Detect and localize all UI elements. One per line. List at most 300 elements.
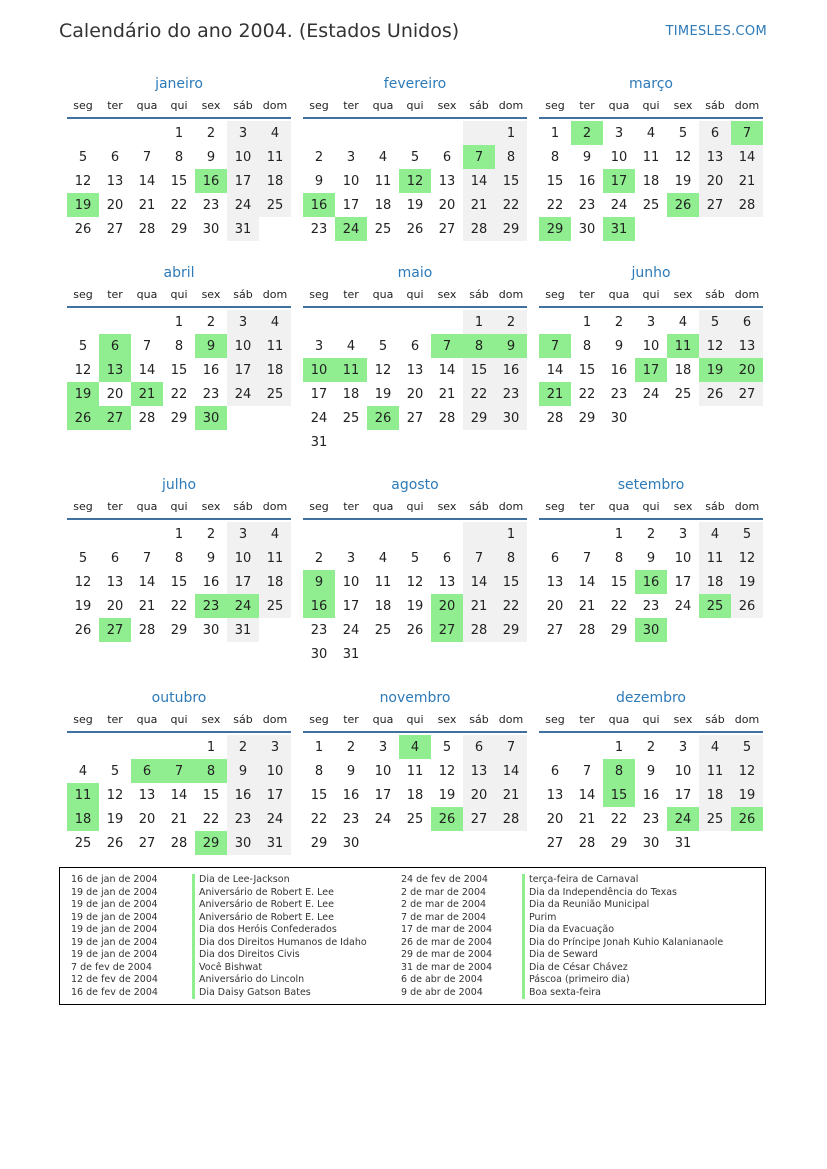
day-cell[interactable]: 10 xyxy=(342,173,360,189)
day-cell[interactable]: 27 xyxy=(406,410,424,426)
day-cell[interactable]: 27 xyxy=(546,835,564,851)
day-cell[interactable]: 4 xyxy=(259,121,291,145)
day-cell[interactable]: 31 xyxy=(259,831,291,855)
day-cell[interactable]: 23 xyxy=(202,386,220,402)
day-cell[interactable]: 3 xyxy=(346,149,356,165)
day-cell[interactable]: 10 xyxy=(374,763,392,779)
day-cell[interactable]: 28 xyxy=(546,410,564,426)
day-cell[interactable]: 16 xyxy=(578,173,596,189)
day-cell[interactable]: 28 xyxy=(495,807,527,831)
day-cell[interactable]: 18 xyxy=(374,598,392,614)
day-cell[interactable]: 15 xyxy=(170,574,188,590)
day-cell[interactable]: 4 xyxy=(259,522,291,546)
day-cell[interactable]: 15 xyxy=(310,787,328,803)
day-cell[interactable]: 6 xyxy=(110,550,120,566)
day-cell[interactable]: 22 xyxy=(310,811,328,827)
day-cell[interactable]: 18 xyxy=(674,362,692,378)
day-cell[interactable]: 17 xyxy=(227,169,259,193)
day-cell[interactable]: 23 xyxy=(642,598,660,614)
day-cell[interactable]: 10 xyxy=(642,338,660,354)
day-cell[interactable]: 25 xyxy=(342,410,360,426)
day-cell[interactable]: 24 xyxy=(374,811,392,827)
holiday-day-cell[interactable]: 30 xyxy=(635,618,667,642)
day-cell[interactable]: 27 xyxy=(463,807,495,831)
day-cell[interactable]: 5 xyxy=(78,550,88,566)
holiday-day-cell[interactable]: 6 xyxy=(131,759,163,783)
holiday-day-cell[interactable]: 15 xyxy=(603,783,635,807)
day-cell[interactable]: 29 xyxy=(170,410,188,426)
holiday-day-cell[interactable]: 9 xyxy=(303,570,335,594)
day-cell[interactable]: 26 xyxy=(74,221,92,237)
day-cell[interactable]: 24 xyxy=(227,382,259,406)
day-cell[interactable]: 18 xyxy=(259,570,291,594)
day-cell[interactable]: 8 xyxy=(174,550,184,566)
day-cell[interactable]: 30 xyxy=(642,835,660,851)
day-cell[interactable]: 25 xyxy=(259,382,291,406)
day-cell[interactable]: 26 xyxy=(406,622,424,638)
holiday-day-cell[interactable]: 24 xyxy=(667,807,699,831)
day-cell[interactable]: 31 xyxy=(227,217,259,241)
day-cell[interactable]: 19 xyxy=(106,811,124,827)
day-cell[interactable]: 27 xyxy=(731,382,763,406)
holiday-day-cell[interactable]: 21 xyxy=(131,382,163,406)
day-cell[interactable]: 31 xyxy=(674,835,692,851)
holiday-day-cell[interactable]: 26 xyxy=(667,193,699,217)
day-cell[interactable]: 1 xyxy=(614,526,624,542)
holiday-day-cell[interactable]: 7 xyxy=(539,334,571,358)
holiday-day-cell[interactable]: 19 xyxy=(699,358,731,382)
day-cell[interactable]: 29 xyxy=(463,406,495,430)
day-cell[interactable]: 25 xyxy=(642,197,660,213)
day-cell[interactable]: 18 xyxy=(342,386,360,402)
day-cell[interactable]: 27 xyxy=(699,193,731,217)
day-cell[interactable]: 12 xyxy=(74,362,92,378)
day-cell[interactable]: 3 xyxy=(259,735,291,759)
day-cell[interactable]: 6 xyxy=(731,310,763,334)
day-cell[interactable]: 30 xyxy=(202,622,220,638)
day-cell[interactable]: 14 xyxy=(438,362,456,378)
day-cell[interactable]: 30 xyxy=(495,406,527,430)
day-cell[interactable]: 15 xyxy=(202,787,220,803)
brand-logo[interactable]: TIMESLES.COM xyxy=(665,24,767,39)
holiday-day-cell[interactable]: 2 xyxy=(571,121,603,145)
holiday-day-cell[interactable]: 26 xyxy=(367,406,399,430)
day-cell[interactable]: 15 xyxy=(495,169,527,193)
day-cell[interactable]: 19 xyxy=(731,783,763,807)
day-cell[interactable]: 20 xyxy=(546,598,564,614)
holiday-day-cell[interactable]: 20 xyxy=(431,594,463,618)
day-cell[interactable]: 5 xyxy=(442,739,452,755)
day-cell[interactable]: 8 xyxy=(174,338,184,354)
day-cell[interactable]: 23 xyxy=(227,807,259,831)
day-cell[interactable]: 13 xyxy=(463,759,495,783)
day-cell[interactable]: 12 xyxy=(374,362,392,378)
day-cell[interactable]: 24 xyxy=(674,598,692,614)
day-cell[interactable]: 14 xyxy=(731,145,763,169)
day-cell[interactable]: 13 xyxy=(546,787,564,803)
holiday-day-cell[interactable]: 27 xyxy=(431,618,463,642)
holiday-day-cell[interactable]: 27 xyxy=(99,406,131,430)
day-cell[interactable]: 29 xyxy=(170,221,188,237)
day-cell[interactable]: 4 xyxy=(259,310,291,334)
day-cell[interactable]: 15 xyxy=(546,173,564,189)
day-cell[interactable]: 14 xyxy=(463,169,495,193)
holiday-day-cell[interactable]: 7 xyxy=(731,121,763,145)
day-cell[interactable]: 10 xyxy=(259,759,291,783)
day-cell[interactable]: 13 xyxy=(546,574,564,590)
day-cell[interactable]: 17 xyxy=(227,570,259,594)
day-cell[interactable]: 1 xyxy=(614,739,624,755)
day-cell[interactable]: 23 xyxy=(642,811,660,827)
day-cell[interactable]: 7 xyxy=(142,550,152,566)
day-cell[interactable]: 12 xyxy=(106,787,124,803)
day-cell[interactable]: 14 xyxy=(495,759,527,783)
day-cell[interactable]: 17 xyxy=(310,386,328,402)
day-cell[interactable]: 14 xyxy=(138,173,156,189)
holiday-day-cell[interactable]: 11 xyxy=(335,358,367,382)
day-cell[interactable]: 19 xyxy=(406,197,424,213)
day-cell[interactable]: 2 xyxy=(614,314,624,330)
day-cell[interactable]: 1 xyxy=(314,739,324,755)
day-cell[interactable]: 5 xyxy=(78,149,88,165)
day-cell[interactable]: 14 xyxy=(138,362,156,378)
day-cell[interactable]: 17 xyxy=(674,574,692,590)
day-cell[interactable]: 8 xyxy=(614,550,624,566)
day-cell[interactable]: 11 xyxy=(406,763,424,779)
day-cell[interactable]: 11 xyxy=(699,546,731,570)
day-cell[interactable]: 6 xyxy=(410,338,420,354)
day-cell[interactable]: 6 xyxy=(442,550,452,566)
day-cell[interactable]: 4 xyxy=(346,338,356,354)
day-cell[interactable]: 25 xyxy=(406,811,424,827)
day-cell[interactable]: 5 xyxy=(699,310,731,334)
day-cell[interactable]: 28 xyxy=(463,618,495,642)
holiday-day-cell[interactable]: 17 xyxy=(603,169,635,193)
day-cell[interactable]: 24 xyxy=(342,622,360,638)
day-cell[interactable]: 5 xyxy=(378,338,388,354)
holiday-day-cell[interactable]: 16 xyxy=(303,594,335,618)
day-cell[interactable]: 17 xyxy=(342,598,360,614)
day-cell[interactable]: 27 xyxy=(546,622,564,638)
day-cell[interactable]: 19 xyxy=(674,173,692,189)
day-cell[interactable]: 16 xyxy=(610,362,628,378)
day-cell[interactable]: 21 xyxy=(463,594,495,618)
day-cell[interactable]: 3 xyxy=(227,522,259,546)
day-cell[interactable]: 22 xyxy=(170,197,188,213)
day-cell[interactable]: 22 xyxy=(610,811,628,827)
day-cell[interactable]: 26 xyxy=(731,594,763,618)
day-cell[interactable]: 19 xyxy=(74,598,92,614)
day-cell[interactable]: 3 xyxy=(314,338,324,354)
day-cell[interactable]: 17 xyxy=(259,783,291,807)
holiday-day-cell[interactable]: 13 xyxy=(99,358,131,382)
day-cell[interactable]: 22 xyxy=(495,193,527,217)
day-cell[interactable]: 5 xyxy=(410,149,420,165)
day-cell[interactable]: 8 xyxy=(174,149,184,165)
day-cell[interactable]: 17 xyxy=(227,358,259,382)
day-cell[interactable]: 12 xyxy=(74,574,92,590)
day-cell[interactable]: 23 xyxy=(610,386,628,402)
day-cell[interactable]: 20 xyxy=(106,598,124,614)
day-cell[interactable]: 25 xyxy=(699,807,731,831)
day-cell[interactable]: 29 xyxy=(170,622,188,638)
holiday-day-cell[interactable]: 26 xyxy=(431,807,463,831)
day-cell[interactable]: 1 xyxy=(582,314,592,330)
day-cell[interactable]: 6 xyxy=(463,735,495,759)
day-cell[interactable]: 12 xyxy=(674,149,692,165)
day-cell[interactable]: 6 xyxy=(110,149,120,165)
holiday-day-cell[interactable]: 9 xyxy=(195,334,227,358)
day-cell[interactable]: 10 xyxy=(227,145,259,169)
day-cell[interactable]: 29 xyxy=(495,618,527,642)
day-cell[interactable]: 17 xyxy=(374,787,392,803)
day-cell[interactable]: 10 xyxy=(674,550,692,566)
holiday-day-cell[interactable]: 25 xyxy=(699,594,731,618)
day-cell[interactable]: 11 xyxy=(642,149,660,165)
day-cell[interactable]: 15 xyxy=(170,362,188,378)
day-cell[interactable]: 3 xyxy=(378,739,388,755)
holiday-day-cell[interactable]: 10 xyxy=(303,358,335,382)
day-cell[interactable]: 16 xyxy=(202,574,220,590)
day-cell[interactable]: 9 xyxy=(582,149,592,165)
day-cell[interactable]: 15 xyxy=(495,570,527,594)
day-cell[interactable]: 2 xyxy=(314,550,324,566)
day-cell[interactable]: 15 xyxy=(463,358,495,382)
day-cell[interactable]: 19 xyxy=(731,570,763,594)
day-cell[interactable]: 8 xyxy=(550,149,560,165)
day-cell[interactable]: 23 xyxy=(495,382,527,406)
holiday-day-cell[interactable]: 7 xyxy=(431,334,463,358)
day-cell[interactable]: 8 xyxy=(582,338,592,354)
day-cell[interactable]: 7 xyxy=(582,550,592,566)
day-cell[interactable]: 19 xyxy=(438,787,456,803)
holiday-day-cell[interactable]: 19 xyxy=(67,193,99,217)
day-cell[interactable]: 25 xyxy=(259,594,291,618)
day-cell[interactable]: 29 xyxy=(610,622,628,638)
day-cell[interactable]: 6 xyxy=(550,550,560,566)
holiday-day-cell[interactable]: 18 xyxy=(67,807,99,831)
day-cell[interactable]: 7 xyxy=(495,735,527,759)
day-cell[interactable]: 21 xyxy=(138,197,156,213)
day-cell[interactable]: 21 xyxy=(463,193,495,217)
day-cell[interactable]: 26 xyxy=(74,622,92,638)
holiday-day-cell[interactable]: 27 xyxy=(99,618,131,642)
day-cell[interactable]: 20 xyxy=(463,783,495,807)
day-cell[interactable]: 24 xyxy=(227,193,259,217)
day-cell[interactable]: 21 xyxy=(138,598,156,614)
day-cell[interactable]: 9 xyxy=(206,149,216,165)
day-cell[interactable]: 11 xyxy=(374,173,392,189)
day-cell[interactable]: 20 xyxy=(438,197,456,213)
day-cell[interactable]: 13 xyxy=(138,787,156,803)
day-cell[interactable]: 13 xyxy=(438,574,456,590)
day-cell[interactable]: 22 xyxy=(578,386,596,402)
day-cell[interactable]: 22 xyxy=(546,197,564,213)
day-cell[interactable]: 26 xyxy=(406,221,424,237)
day-cell[interactable]: 9 xyxy=(646,550,656,566)
day-cell[interactable]: 8 xyxy=(495,145,527,169)
holiday-day-cell[interactable]: 6 xyxy=(99,334,131,358)
day-cell[interactable]: 1 xyxy=(495,121,527,145)
day-cell[interactable]: 15 xyxy=(170,173,188,189)
day-cell[interactable]: 2 xyxy=(346,739,356,755)
holiday-day-cell[interactable]: 26 xyxy=(67,406,99,430)
day-cell[interactable]: 31 xyxy=(227,618,259,642)
day-cell[interactable]: 13 xyxy=(699,145,731,169)
day-cell[interactable]: 1 xyxy=(463,310,495,334)
day-cell[interactable]: 21 xyxy=(495,783,527,807)
day-cell[interactable]: 29 xyxy=(495,217,527,241)
day-cell[interactable]: 28 xyxy=(138,622,156,638)
day-cell[interactable]: 12 xyxy=(731,546,763,570)
day-cell[interactable]: 8 xyxy=(495,546,527,570)
day-cell[interactable]: 21 xyxy=(578,598,596,614)
holiday-day-cell[interactable]: 7 xyxy=(463,145,495,169)
holiday-day-cell[interactable]: 11 xyxy=(67,783,99,807)
day-cell[interactable]: 2 xyxy=(206,314,216,330)
day-cell[interactable]: 14 xyxy=(578,787,596,803)
holiday-day-cell[interactable]: 8 xyxy=(603,759,635,783)
day-cell[interactable]: 27 xyxy=(438,221,456,237)
day-cell[interactable]: 10 xyxy=(610,149,628,165)
day-cell[interactable]: 20 xyxy=(106,197,124,213)
day-cell[interactable]: 16 xyxy=(342,787,360,803)
day-cell[interactable]: 30 xyxy=(202,221,220,237)
day-cell[interactable]: 16 xyxy=(495,358,527,382)
day-cell[interactable]: 11 xyxy=(259,334,291,358)
day-cell[interactable]: 18 xyxy=(259,169,291,193)
day-cell[interactable]: 18 xyxy=(259,358,291,382)
day-cell[interactable]: 24 xyxy=(259,807,291,831)
day-cell[interactable]: 18 xyxy=(406,787,424,803)
day-cell[interactable]: 9 xyxy=(227,759,259,783)
day-cell[interactable]: 22 xyxy=(610,598,628,614)
holiday-day-cell[interactable]: 17 xyxy=(635,358,667,382)
day-cell[interactable]: 6 xyxy=(442,149,452,165)
day-cell[interactable]: 18 xyxy=(642,173,660,189)
day-cell[interactable]: 17 xyxy=(674,787,692,803)
day-cell[interactable]: 28 xyxy=(170,835,188,851)
holiday-day-cell[interactable]: 31 xyxy=(603,217,635,241)
day-cell[interactable]: 18 xyxy=(374,197,392,213)
day-cell[interactable]: 11 xyxy=(259,546,291,570)
day-cell[interactable]: 9 xyxy=(646,763,656,779)
day-cell[interactable]: 25 xyxy=(374,622,392,638)
day-cell[interactable]: 3 xyxy=(646,314,656,330)
day-cell[interactable]: 1 xyxy=(495,522,527,546)
day-cell[interactable]: 15 xyxy=(610,574,628,590)
day-cell[interactable]: 5 xyxy=(110,763,120,779)
day-cell[interactable]: 25 xyxy=(259,193,291,217)
day-cell[interactable]: 27 xyxy=(138,835,156,851)
day-cell[interactable]: 4 xyxy=(378,550,388,566)
day-cell[interactable]: 27 xyxy=(106,221,124,237)
day-cell[interactable]: 7 xyxy=(582,763,592,779)
holiday-day-cell[interactable]: 9 xyxy=(495,334,527,358)
day-cell[interactable]: 2 xyxy=(495,310,527,334)
day-cell[interactable]: 12 xyxy=(406,574,424,590)
day-cell[interactable]: 26 xyxy=(106,835,124,851)
day-cell[interactable]: 1 xyxy=(174,314,184,330)
day-cell[interactable]: 5 xyxy=(78,338,88,354)
day-cell[interactable]: 22 xyxy=(495,594,527,618)
day-cell[interactable]: 3 xyxy=(227,121,259,145)
day-cell[interactable]: 28 xyxy=(138,221,156,237)
day-cell[interactable]: 9 xyxy=(346,763,356,779)
day-cell[interactable]: 22 xyxy=(170,386,188,402)
day-cell[interactable]: 21 xyxy=(438,386,456,402)
day-cell[interactable]: 2 xyxy=(646,739,656,755)
holiday-day-cell[interactable]: 16 xyxy=(635,570,667,594)
day-cell[interactable]: 14 xyxy=(578,574,596,590)
day-cell[interactable]: 14 xyxy=(546,362,564,378)
day-cell[interactable]: 16 xyxy=(227,783,259,807)
day-cell[interactable]: 28 xyxy=(138,410,156,426)
day-cell[interactable]: 24 xyxy=(610,197,628,213)
day-cell[interactable]: 4 xyxy=(78,763,88,779)
day-cell[interactable]: 30 xyxy=(610,410,628,426)
day-cell[interactable]: 1 xyxy=(174,125,184,141)
day-cell[interactable]: 20 xyxy=(546,811,564,827)
day-cell[interactable]: 24 xyxy=(310,410,328,426)
day-cell[interactable]: 24 xyxy=(642,386,660,402)
day-cell[interactable]: 13 xyxy=(406,362,424,378)
holiday-day-cell[interactable]: 7 xyxy=(163,759,195,783)
day-cell[interactable]: 23 xyxy=(310,221,328,237)
day-cell[interactable]: 6 xyxy=(550,763,560,779)
day-cell[interactable]: 30 xyxy=(578,221,596,237)
day-cell[interactable]: 13 xyxy=(106,173,124,189)
day-cell[interactable]: 10 xyxy=(674,763,692,779)
day-cell[interactable]: 20 xyxy=(106,386,124,402)
day-cell[interactable]: 7 xyxy=(142,338,152,354)
day-cell[interactable]: 19 xyxy=(374,386,392,402)
day-cell[interactable]: 15 xyxy=(578,362,596,378)
day-cell[interactable]: 4 xyxy=(699,735,731,759)
day-cell[interactable]: 17 xyxy=(342,197,360,213)
holiday-day-cell[interactable]: 8 xyxy=(463,334,495,358)
day-cell[interactable]: 22 xyxy=(202,811,220,827)
day-cell[interactable]: 13 xyxy=(731,334,763,358)
day-cell[interactable]: 12 xyxy=(438,763,456,779)
day-cell[interactable]: 9 xyxy=(206,550,216,566)
day-cell[interactable]: 10 xyxy=(342,574,360,590)
day-cell[interactable]: 4 xyxy=(699,522,731,546)
day-cell[interactable]: 12 xyxy=(699,334,731,358)
day-cell[interactable]: 11 xyxy=(374,574,392,590)
day-cell[interactable]: 30 xyxy=(342,835,360,851)
day-cell[interactable]: 25 xyxy=(374,221,392,237)
day-cell[interactable]: 4 xyxy=(678,314,688,330)
day-cell[interactable]: 21 xyxy=(731,169,763,193)
holiday-day-cell[interactable]: 23 xyxy=(195,594,227,618)
day-cell[interactable]: 30 xyxy=(310,646,328,662)
day-cell[interactable]: 31 xyxy=(342,646,360,662)
day-cell[interactable]: 2 xyxy=(227,735,259,759)
day-cell[interactable]: 23 xyxy=(578,197,596,213)
holiday-day-cell[interactable]: 26 xyxy=(731,807,763,831)
holiday-day-cell[interactable]: 11 xyxy=(667,334,699,358)
day-cell[interactable]: 21 xyxy=(578,811,596,827)
holiday-day-cell[interactable]: 24 xyxy=(227,594,259,618)
day-cell[interactable]: 14 xyxy=(170,787,188,803)
day-cell[interactable]: 12 xyxy=(731,759,763,783)
day-cell[interactable]: 3 xyxy=(227,310,259,334)
day-cell[interactable]: 13 xyxy=(106,574,124,590)
day-cell[interactable]: 9 xyxy=(614,338,624,354)
holiday-day-cell[interactable]: 16 xyxy=(195,169,227,193)
holiday-day-cell[interactable]: 20 xyxy=(731,358,763,382)
